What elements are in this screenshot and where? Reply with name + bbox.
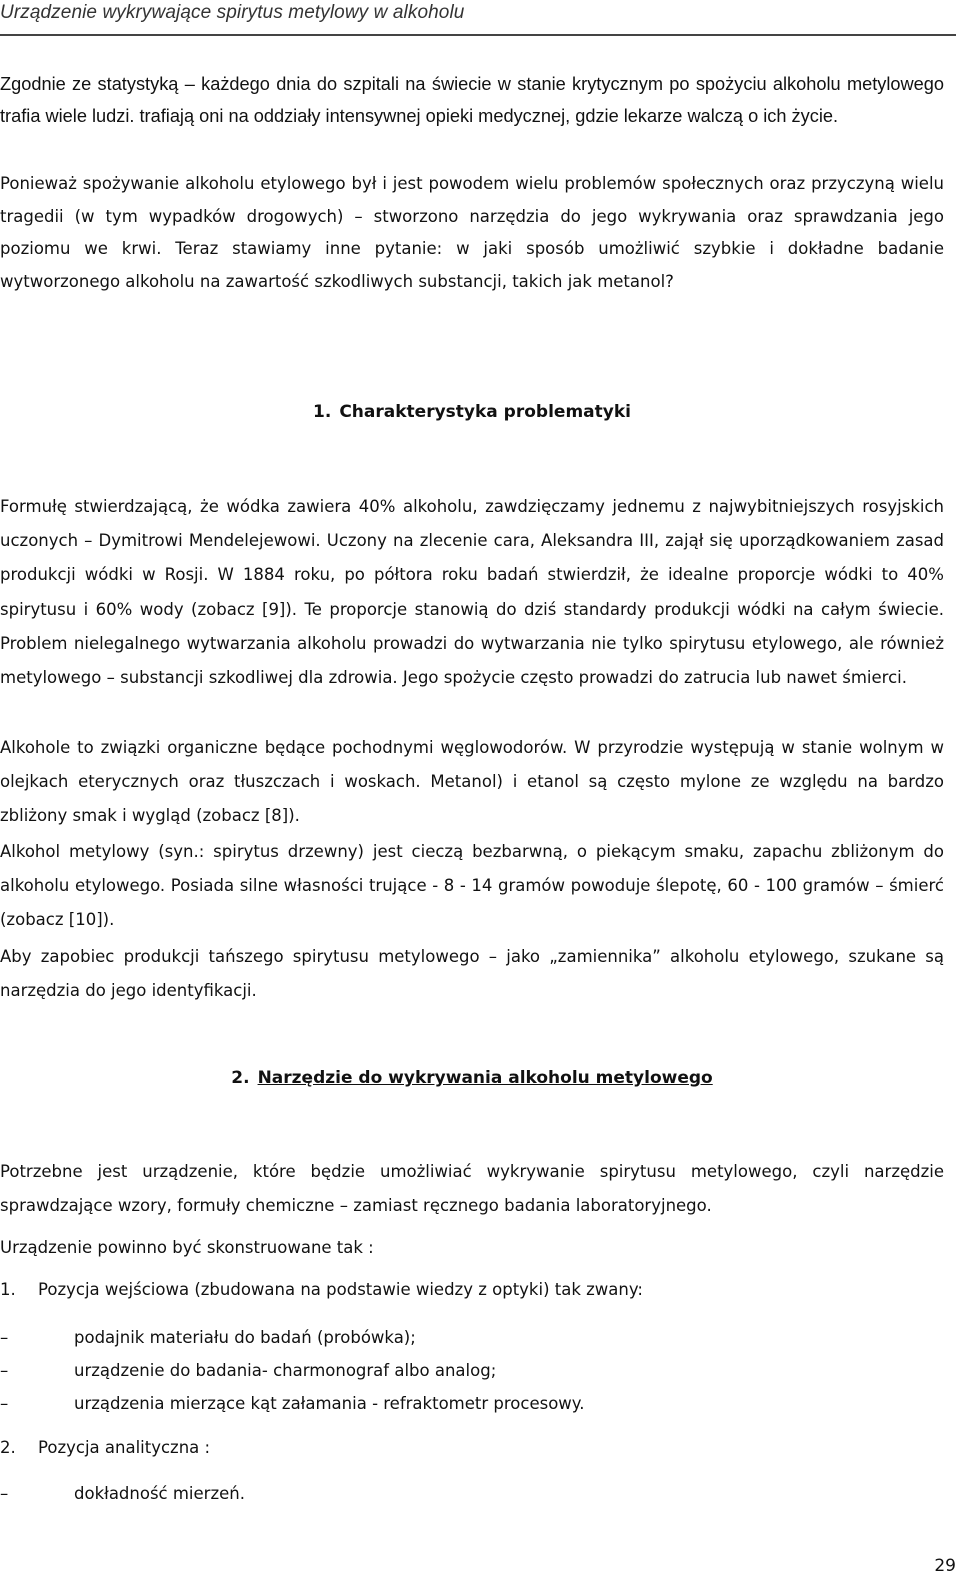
- sublist-item: [0, 1361, 496, 1380]
- list-item-2-label: Pozycja analityczna :: [38, 1438, 211, 1457]
- section-1-heading: [0, 402, 944, 422]
- header-divider: [0, 34, 956, 36]
- list-item-2: [0, 1438, 210, 1457]
- section-1-paragraph-4: Aby zapobiec produkcji tańszego spirytusu metylowego – jako „zamiennika” alkoholu etylowego, szukane są narzędzia do jego identyfikacji.: [0, 947, 944, 1001]
- section-1-paragraph-3: Alkohol metylowy (syn.: spirytus drzewny) jest cieczą bezbarwną, o piekącym smaku, zapachu zbliżonym do alkoholu etylowego. Posiada silne własności trujące - 8 - 14 gramów powoduje ślepotę, 60 - 100 gramów – śmierć (zobacz [10]).: [0, 842, 944, 930]
- sublist-item-text: dokładność mierzeń.: [74, 1484, 245, 1503]
- sublist-item-text: urządzenia mierzące kąt załamania - refraktometr procesowy.: [74, 1394, 585, 1413]
- section-1-number: 1.: [313, 402, 332, 422]
- page-number: 29: [934, 1556, 956, 1576]
- section-2-paragraph-1: Potrzebne jest urządzenie, które będzie umożliwiać wykrywanie spirytusu metylowego, czyli narzędzie sprawdzające wzory, formuły chemiczne – zamiast ręcznego badania laboratoryjnego.: [0, 1162, 944, 1216]
- sublist-item-text: urządzenie do badania- charmonograf albo analog;: [74, 1361, 497, 1380]
- section-1-paragraph-1: Formułę stwierdzającą, że wódka zawiera 40% alkoholu, zawdzięczamy jednemu z najwybitniejszych rosyjskich uczonych – Dymitrowi Mendelejewowi. Uczony na zlecenie cara, Aleksandra III, zajął się uporządkowaniem zasad produkcji wódki w Rosji. W 1884 roku, po półtora roku badań stwierdził, że idealne proporcje wódki to 40% spirytusu i 60% wody (zobacz [9]). Te proporcje stanowią do dziś standardy produkcji wódki na całym świecie. Problem nielegalnego wytwarzania alkoholu prowadzi do wytwarzania nie tylko spirytusu etylowego, ale również metylowego – substancji szkodliwej dla zdrowia. Jego spożycie często prowadzi do zatrucia lub nawet śmierci.: [0, 497, 944, 688]
- sublist-item: [0, 1328, 416, 1347]
- section-2-paragraph-2: Urządzenie powinno być skonstruowane tak :: [0, 1238, 374, 1257]
- intro-paragraph-1: Zgodnie ze statystyką – każdego dnia do szpitali na świecie w stanie krytycznym po spożyciu alkoholu metylowego trafia wiele ludzi. trafiają oni na oddziały intensywnej opieki medycznej, gdzie lekarze walczą o ich życie.: [0, 74, 944, 127]
- section-1-paragraph-2: Alkohole to związki organiczne będące pochodnymi węglowodorów. W przyrodzie występują w stanie wolnym w olejkach eterycznych oraz tłuszczach i woskach. Metanol) i etanol są często mylone ze względu na bardzo zbliżony smak i wygląd (zobacz [8]).: [0, 738, 944, 826]
- list-item-1: [0, 1280, 643, 1299]
- section-2-title: Narzędzie do wykrywania alkoholu metylowego: [257, 1068, 713, 1088]
- section-1-title: Charakterystyka problematyki: [339, 402, 631, 422]
- sublist-item-text: podajnik materiału do badań (probówka);: [74, 1328, 416, 1347]
- dash-bullet: –: [0, 1484, 9, 1503]
- list-item-2-number: 2.: [0, 1438, 16, 1457]
- section-2-number: 2.: [231, 1068, 250, 1088]
- sublist-item: [0, 1484, 245, 1503]
- running-header-title: Urządzenie wykrywające spirytus metylowy w alkoholu: [0, 2, 465, 23]
- section-2-heading: [0, 1068, 944, 1088]
- intro-paragraph-2: Ponieważ spożywanie alkoholu etylowego był i jest powodem wielu problemów społecznych oraz przyczyną wielu tragedii (w tym wypadków drogowych) – stworzono narzędzia do jego wykrywania oraz sprawdzania jego poziomu we krwi. Teraz stawiamy inne pytanie: w jaki sposób umożliwić szybkie i dokładne badanie wytworzonego alkoholu na zawartość szkodliwych substancji, takich jak metanol?: [0, 174, 944, 291]
- list-item-1-label: Pozycja wejściowa (zbudowana na podstawie wiedzy z optyki) tak zwany:: [38, 1280, 643, 1299]
- sublist-item: [0, 1394, 584, 1413]
- dash-bullet: –: [0, 1328, 9, 1347]
- list-item-1-number: 1.: [0, 1280, 16, 1299]
- dash-bullet: –: [0, 1361, 9, 1380]
- dash-bullet: –: [0, 1394, 9, 1413]
